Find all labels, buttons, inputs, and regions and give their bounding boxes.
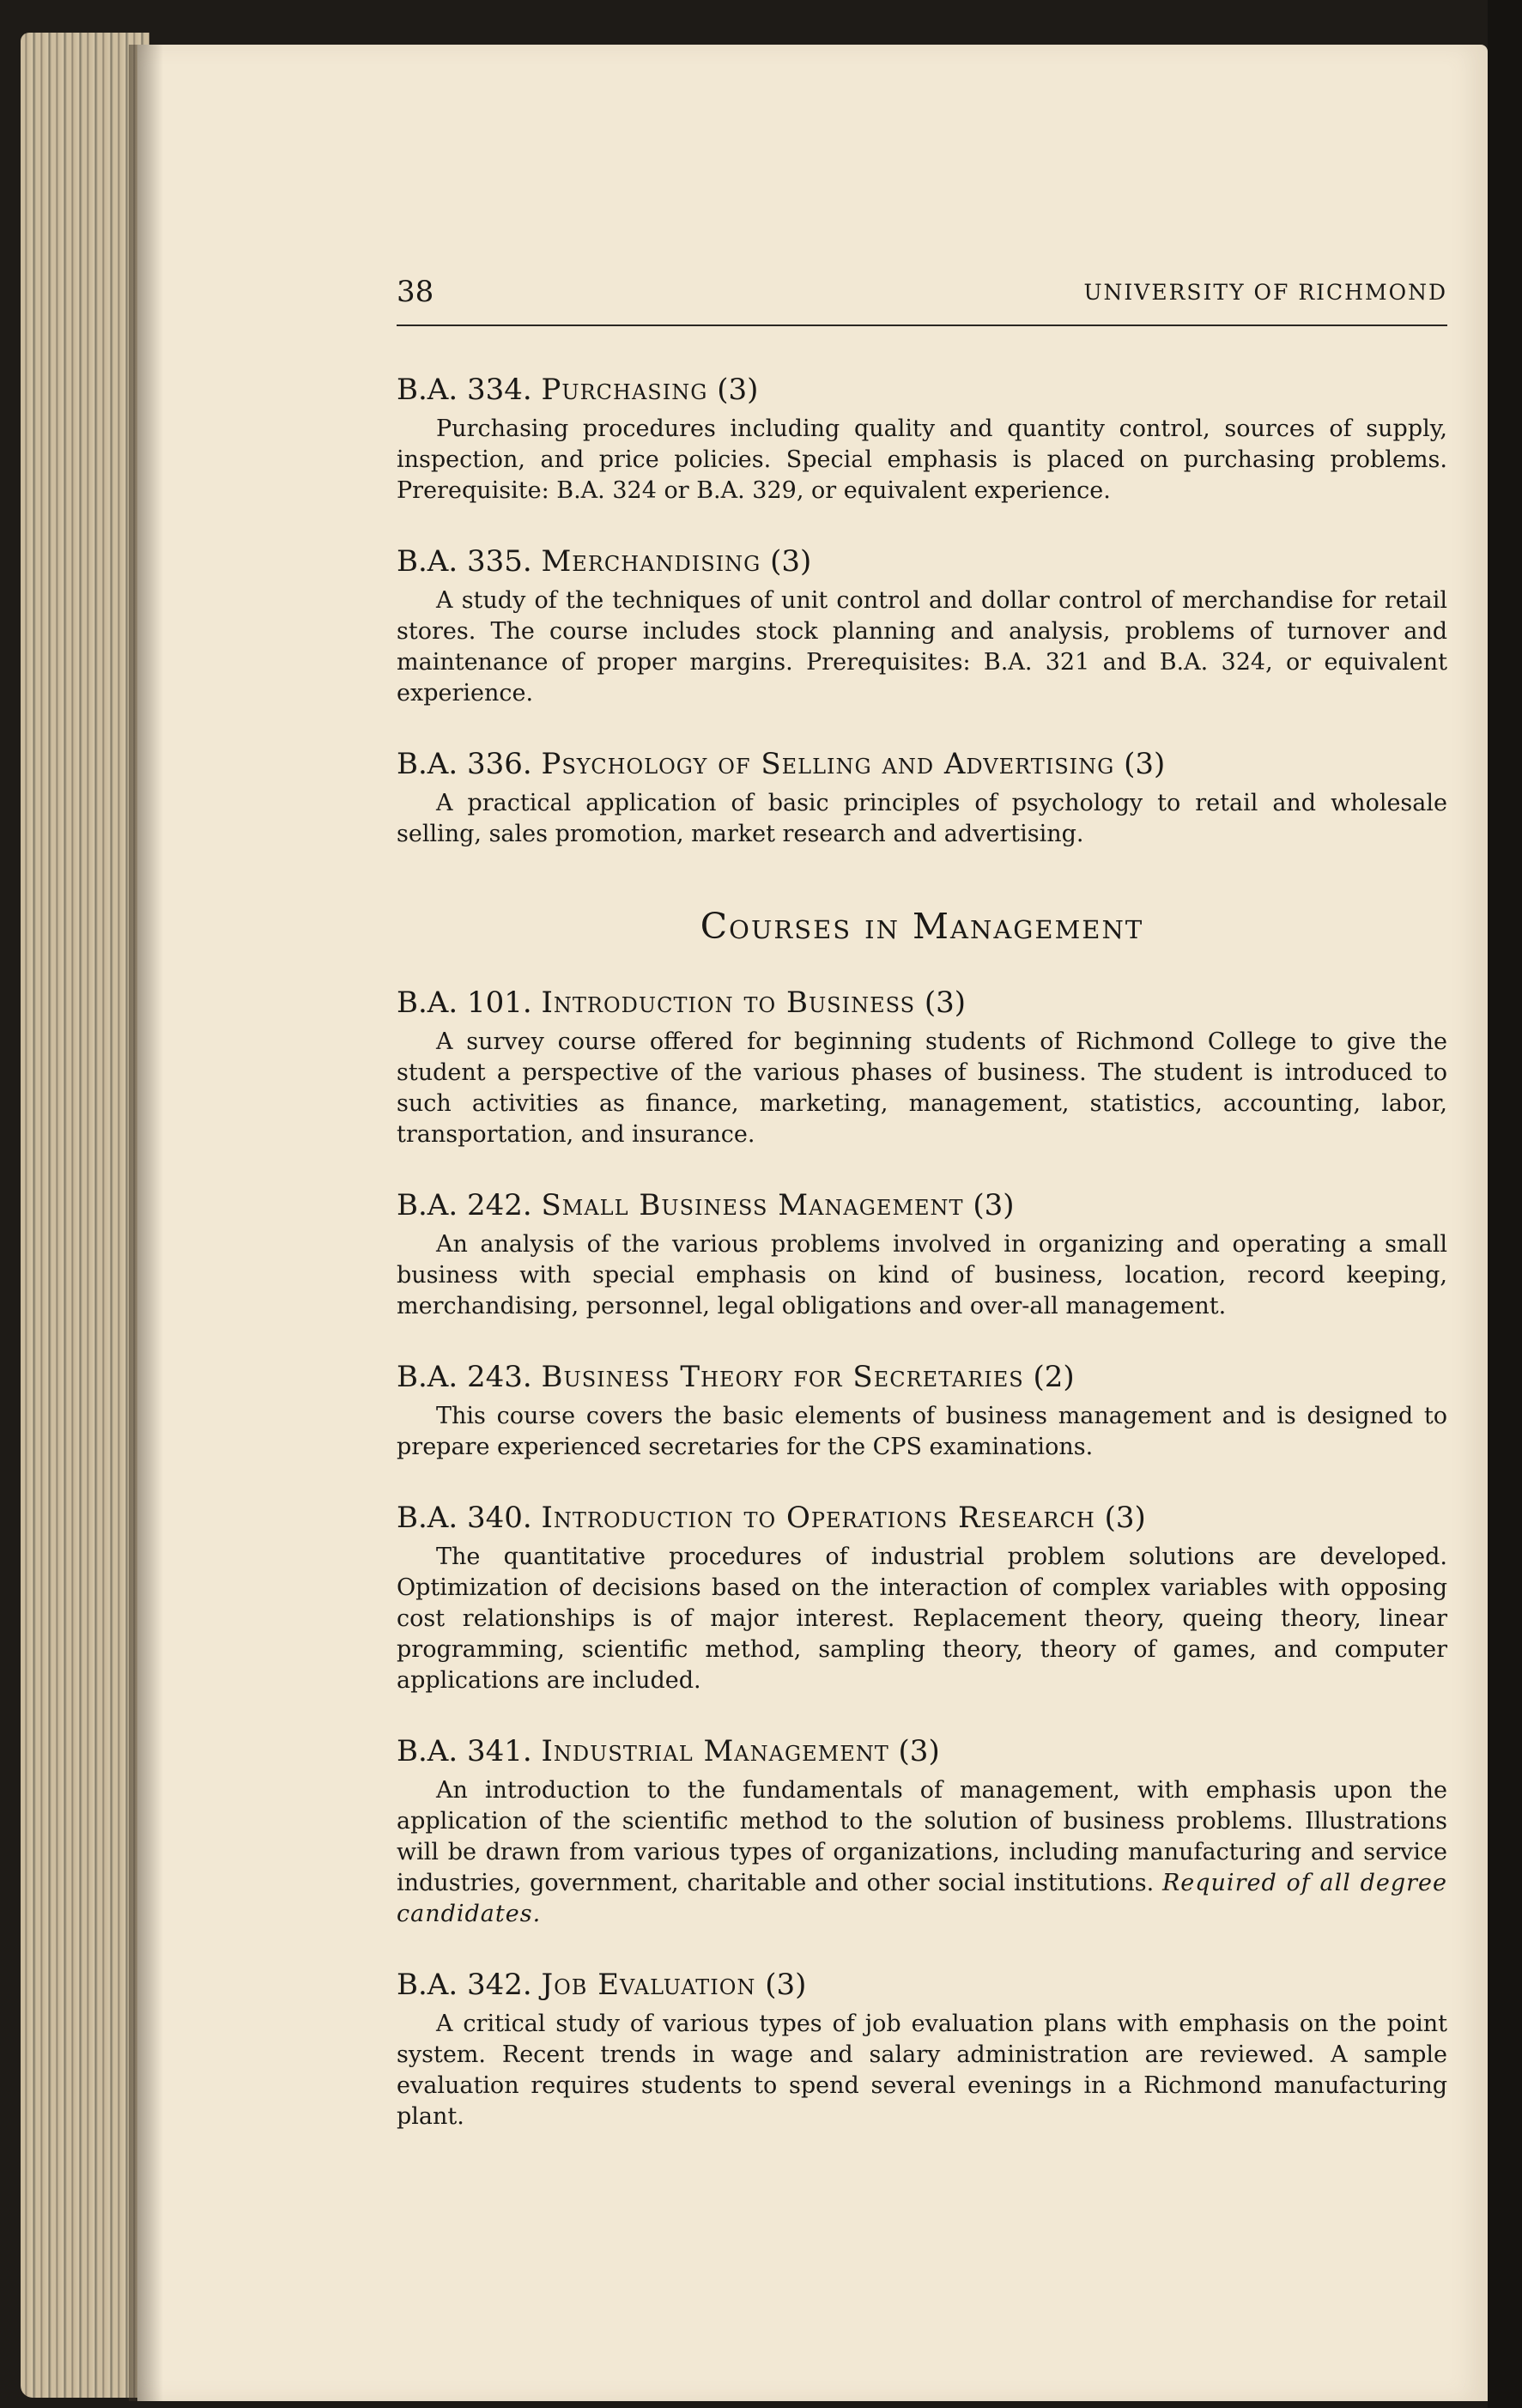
course-credits: (3) — [717, 373, 759, 407]
course-title: Job Evaluation — [541, 1968, 756, 2002]
course-description: A survey course offered for beginning students of Richmond College to give the student a perspective of the various phases of business. The student is introduced to such activities as finance, marketing, management, statistics, accounting, labor, transportation, and insurance. — [397, 1028, 1447, 1148]
course-title: Business Theory for Secretaries — [541, 1360, 1024, 1394]
course-entry — [397, 1501, 1447, 1696]
course-heading — [397, 747, 1447, 781]
course-title: Introduction to Business — [541, 986, 916, 1020]
course-description — [397, 1775, 1447, 1930]
course-credits: (3) — [770, 544, 812, 579]
course-credits: (3) — [924, 986, 967, 1020]
course-heading — [397, 1360, 1447, 1394]
course-code: B.A. 342. — [397, 1968, 532, 2002]
course-heading — [397, 544, 1447, 579]
course-credits: (3) — [1104, 1501, 1146, 1535]
course-entry — [397, 747, 1447, 850]
course-entry — [397, 1360, 1447, 1463]
course-heading — [397, 1501, 1447, 1535]
requirement-note: Required of all degree candidates. — [397, 1870, 1447, 1927]
course-heading — [397, 1188, 1447, 1222]
course-title: Industrial Management — [541, 1734, 889, 1768]
course-heading — [397, 1734, 1447, 1768]
course-code: B.A. 340. — [397, 1501, 532, 1535]
scan-border — [1488, 0, 1522, 2408]
course-description: This course covers the basic elements of business management and is designed to prepare experienced secretaries for the CPS examinations. — [397, 1403, 1447, 1460]
course-description: A critical study of various types of job evaluation plans with emphasis on the point system. Recent trends in wage and salary administration are reviewed. A sample evaluation requires students to spend several evenings in a Richmond manufacturing plant. — [397, 2011, 1447, 2130]
running-header — [397, 275, 1447, 326]
running-title: UNIVERSITY OF RICHMOND — [1083, 280, 1447, 305]
course-description: An analysis of the various problems involved in organizing and operating a small business with special emphasis on kind of business, location, record keeping, merchandising, personnel, legal obligations and over-all management. — [397, 1231, 1447, 1319]
course-description-text: An introduction to the fundamentals of management, with emphasis upon the application of the scientific method to the solution of business problems. Illustrations will be drawn from various types of organizations, including manufacturing and service industries, government, charitable and other social institutions. — [397, 1777, 1447, 1896]
course-code: B.A. 334. — [397, 373, 532, 407]
course-entry — [397, 986, 1447, 1150]
course-description: The quantitative procedures of industrial problem solutions are developed. Optimization of decisions based on the interaction of complex variables with opposing cost relationships is of major interest. Replacement theory, queing theory, linear programming, scientific method, sampling theory, theory of games, and computer applications are included. — [397, 1544, 1447, 1694]
course-credits: (3) — [973, 1188, 1015, 1222]
course-description: Purchasing procedures including quality and quantity control, sources of supply, inspection, and price policies. Special emphasis is placed on purchasing problems. Prerequisite: B.A. 324 or B.A. 329, or equivalent experience. — [397, 415, 1447, 504]
course-entry — [397, 1188, 1447, 1322]
course-description: A practical application of basic principles of psychology to retail and wholesale selling, sales promotion, market research and advertising. — [397, 790, 1447, 847]
course-title: Introduction to Operations Research — [541, 1501, 1095, 1535]
course-title: Purchasing — [541, 373, 708, 407]
course-code: B.A. 101. — [397, 986, 532, 1020]
course-title: Psychology of Selling and Advertising — [541, 747, 1115, 781]
course-code: B.A. 336. — [397, 747, 532, 781]
page-content — [397, 275, 1447, 2132]
course-credits: (2) — [1033, 1360, 1075, 1394]
course-credits: (3) — [1124, 747, 1166, 781]
course-credits: (3) — [765, 1968, 807, 2002]
page-number: 38 — [397, 275, 434, 309]
course-code: B.A. 243. — [397, 1360, 532, 1394]
course-entry — [397, 1968, 1447, 2132]
course-code: B.A. 341. — [397, 1734, 532, 1768]
section-title: Courses in Management — [700, 906, 1144, 947]
course-code: B.A. 242. — [397, 1188, 532, 1222]
course-heading — [397, 373, 1447, 407]
course-credits: (3) — [898, 1734, 940, 1768]
course-heading — [397, 986, 1447, 1020]
course-heading — [397, 1968, 1447, 2002]
binding-shadow — [129, 45, 163, 2401]
course-description: A study of the techniques of unit control and dollar control of merchandise for retail stores. The course includes stock planning and analysis, problems of turnover and maintenance of proper margins. Prerequisites: B.A. 321 and B.A. 324, or equivalent experience. — [397, 587, 1447, 707]
course-entry — [397, 373, 1447, 506]
course-title: Merchandising — [541, 544, 761, 579]
course-entry — [397, 544, 1447, 709]
course-entry — [397, 1734, 1447, 1930]
course-title: Small Business Management — [541, 1188, 964, 1222]
course-code: B.A. 335. — [397, 544, 532, 579]
